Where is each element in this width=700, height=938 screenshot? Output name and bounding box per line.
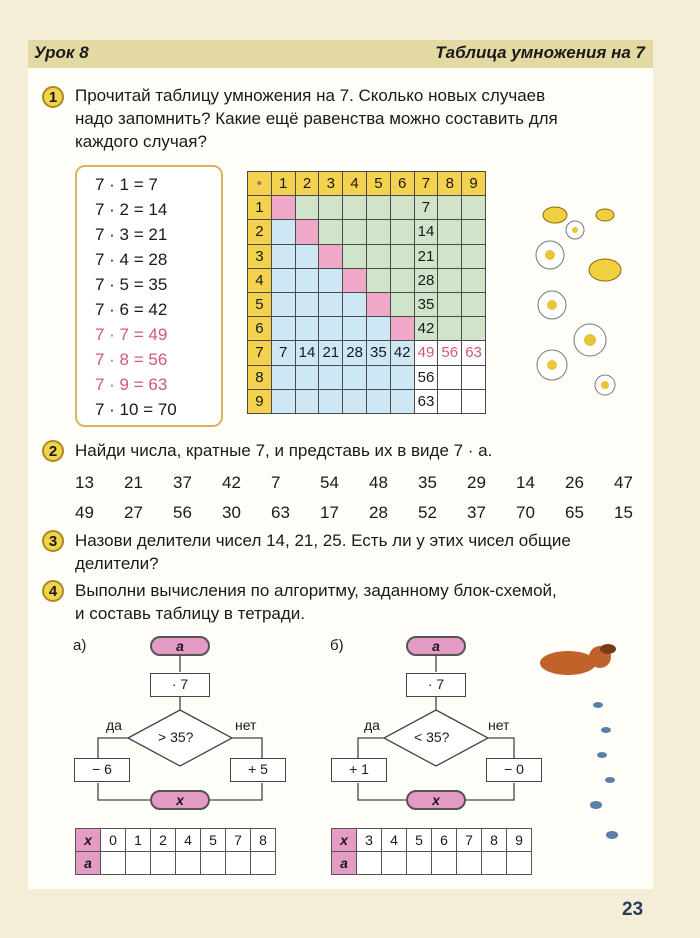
table-a-empty-cell [151, 852, 176, 875]
grid-cell [319, 220, 343, 244]
equation: 7 · 1 = 7 [95, 175, 158, 194]
grid-cell: 63 [414, 389, 438, 413]
number-item: 27 [124, 503, 143, 522]
grid-corner: • [248, 172, 272, 196]
table-x-value: 7 [457, 829, 482, 852]
grid-cell [390, 292, 414, 316]
grid-cell [390, 317, 414, 341]
grid-cell [343, 196, 367, 220]
number-item: 14 [516, 473, 535, 492]
task-4-text-line2: и составь таблицу в тетради. [75, 604, 305, 623]
grid-cell [271, 268, 295, 292]
grid-cell [271, 244, 295, 268]
grid-cell: 56 [438, 341, 462, 365]
flowchart-a-end: x [150, 790, 210, 810]
grid-cell: 42 [414, 317, 438, 341]
table-a-empty-cell [382, 852, 407, 875]
grid-cell [343, 365, 367, 389]
page-number: 23 [622, 899, 644, 920]
task-3-number: 3 [42, 530, 64, 552]
grid-cell [390, 244, 414, 268]
table-x-value: 8 [251, 829, 276, 852]
grid-cell: 28 [414, 268, 438, 292]
grid-cell [366, 389, 390, 413]
grid-cell [343, 317, 367, 341]
number-item: 28 [369, 503, 388, 522]
number-item: 63 [271, 503, 290, 522]
table-a-empty-cell [457, 852, 482, 875]
lesson-topic: Таблица умножения на 7 [435, 43, 645, 62]
grid-cell: 42 [390, 341, 414, 365]
grid-cell [438, 196, 462, 220]
table-x-value: 5 [407, 829, 432, 852]
grid-cell [438, 317, 462, 341]
table-x-value: 1 [126, 829, 151, 852]
table-x-value: 2 [151, 829, 176, 852]
flowchart-b-no: нет [488, 717, 510, 733]
task-1-text-line2: надо запомнить? Какие ещё равенства можно составить для [75, 109, 558, 128]
flowchart-a-condition: > 35? [158, 729, 194, 745]
grid-cell [366, 220, 390, 244]
task-2-number: 2 [42, 440, 64, 462]
multiplication-table [247, 171, 486, 414]
grid-col-header: 6 [390, 172, 414, 196]
grid-cell: 35 [366, 341, 390, 365]
grid-cell [319, 365, 343, 389]
number-item: 26 [565, 473, 584, 492]
grid-cell [366, 365, 390, 389]
grid-cell [462, 389, 486, 413]
grid-row-header: 2 [248, 220, 272, 244]
grid-cell [366, 317, 390, 341]
grid-row-header: 6 [248, 317, 272, 341]
lesson-number: Урок 8 [34, 43, 89, 62]
grid-row-header: 5 [248, 292, 272, 316]
grid-cell [462, 292, 486, 316]
number-item: 70 [516, 503, 535, 522]
flowers-illustration [530, 200, 640, 410]
grid-cell [295, 389, 319, 413]
grid-row-header: 1 [248, 196, 272, 220]
flowchart-a-table [75, 828, 276, 875]
equation: 7 · 2 = 14 [95, 200, 168, 219]
grid-cell [438, 292, 462, 316]
table-a-empty-cell [201, 852, 226, 875]
grid-cell [438, 365, 462, 389]
flowchart-b-label: б) [330, 637, 344, 654]
number-item: 13 [75, 473, 94, 492]
number-item: 30 [222, 503, 241, 522]
grid-cell [271, 220, 295, 244]
number-item: 17 [320, 503, 339, 522]
grid-cell: 28 [343, 341, 367, 365]
equation-new: 7 · 9 = 63 [95, 375, 168, 394]
lesson-header [28, 40, 653, 68]
number-item: 52 [418, 503, 437, 522]
grid-col-header: 7 [414, 172, 438, 196]
task-4-text-line1: Выполни вычисления по алгоритму, заданному блок-схемой, [75, 581, 557, 600]
number-item: 49 [75, 503, 94, 522]
equations-box [75, 165, 223, 427]
flowchart-b-yes-op: + 1 [331, 758, 387, 782]
grid-col-header: 9 [462, 172, 486, 196]
grid-cell [271, 292, 295, 316]
task-1-text-line1: Прочитай таблицу умножения на 7. Сколько новых случаев [75, 86, 546, 105]
number-item: 42 [222, 473, 241, 492]
flowchart-b-table [331, 828, 532, 875]
grid-cell [438, 244, 462, 268]
task-1-number: 1 [42, 86, 64, 108]
table-a-empty-cell [432, 852, 457, 875]
number-item: 48 [369, 473, 388, 492]
flowchart-a-no-op: + 5 [230, 758, 286, 782]
grid-cell [390, 268, 414, 292]
grid-cell [462, 220, 486, 244]
flowchart-a-start: a [150, 636, 210, 656]
flowchart-b-no-op: − 0 [486, 758, 542, 782]
grid-cell [462, 196, 486, 220]
number-item: 15 [614, 503, 633, 522]
grid-cell [343, 268, 367, 292]
flowchart-b-yes: да [364, 717, 380, 733]
grid-cell [366, 196, 390, 220]
grid-cell [295, 365, 319, 389]
table-a-empty-cell [407, 852, 432, 875]
grid-cell [438, 220, 462, 244]
equation: 7 · 4 = 28 [95, 250, 168, 269]
table-x-value: 4 [176, 829, 201, 852]
table-x-header: x [332, 829, 357, 852]
table-x-value: 6 [432, 829, 457, 852]
grid-cell [295, 317, 319, 341]
number-item: 21 [124, 473, 143, 492]
grid-col-header: 8 [438, 172, 462, 196]
grid-cell: 21 [319, 341, 343, 365]
grid-cell [271, 389, 295, 413]
grid-cell [343, 244, 367, 268]
grid-cell: 35 [414, 292, 438, 316]
flowchart-a-no: нет [235, 717, 257, 733]
table-a-header: a [332, 852, 357, 875]
grid-cell [438, 389, 462, 413]
number-item: 37 [173, 473, 192, 492]
table-x-value: 5 [201, 829, 226, 852]
table-a-empty-cell [357, 852, 382, 875]
grid-row-header: 8 [248, 365, 272, 389]
number-item: 54 [320, 473, 339, 492]
task-2-text: Найди числа, кратные 7, и представь их в виде 7 · a. [75, 441, 493, 460]
grid-cell: 56 [414, 365, 438, 389]
flowchart-b-multiply: · 7 [406, 673, 466, 697]
task-1-text-line3: каждого случая? [75, 132, 207, 151]
task-3-text-line2: делители? [75, 554, 159, 573]
number-item: 56 [173, 503, 192, 522]
grid-cell: 7 [414, 196, 438, 220]
grid-cell [390, 220, 414, 244]
table-a-empty-cell [176, 852, 201, 875]
grid-cell [390, 389, 414, 413]
grid-cell [295, 268, 319, 292]
grid-cell [319, 268, 343, 292]
table-a-empty-cell [101, 852, 126, 875]
equation: 7 · 10 = 70 [95, 400, 177, 419]
number-item: 35 [418, 473, 437, 492]
table-x-value: 4 [382, 829, 407, 852]
number-item: 65 [565, 503, 584, 522]
grid-cell [343, 292, 367, 316]
equation: 7 · 3 = 21 [95, 225, 168, 244]
flowchart-a-label: а) [73, 637, 87, 654]
grid-cell: 14 [295, 341, 319, 365]
grid-cell: 7 [271, 341, 295, 365]
flowchart-b-start: a [406, 636, 466, 656]
grid-cell: 21 [414, 244, 438, 268]
table-a-empty-cell [482, 852, 507, 875]
grid-col-header: 5 [366, 172, 390, 196]
equation: 7 · 6 = 42 [95, 300, 168, 319]
grid-col-header: 2 [295, 172, 319, 196]
flowchart-a-yes: да [106, 717, 122, 733]
grid-cell: 63 [462, 341, 486, 365]
table-x-header: x [76, 829, 101, 852]
grid-cell [271, 365, 295, 389]
table-a-empty-cell [126, 852, 151, 875]
grid-cell [462, 317, 486, 341]
grid-cell [295, 292, 319, 316]
dog-illustration [528, 635, 638, 865]
grid-cell [319, 317, 343, 341]
flowchart-b-condition: < 35? [414, 729, 450, 745]
grid-cell [319, 389, 343, 413]
number-item: 29 [467, 473, 486, 492]
table-x-value: 9 [507, 829, 532, 852]
grid-row-header: 3 [248, 244, 272, 268]
task-4-number: 4 [42, 580, 64, 602]
flowchart-b-end: x [406, 790, 466, 810]
grid-cell [295, 220, 319, 244]
grid-cell: 14 [414, 220, 438, 244]
grid-cell [271, 317, 295, 341]
grid-cell [295, 196, 319, 220]
grid-cell [271, 196, 295, 220]
grid-row-header: 4 [248, 268, 272, 292]
table-a-empty-cell [251, 852, 276, 875]
table-x-value: 8 [482, 829, 507, 852]
grid-cell [366, 268, 390, 292]
table-a-header: a [76, 852, 101, 875]
equation: 7 · 5 = 35 [95, 275, 168, 294]
equation-new: 7 · 8 = 56 [95, 350, 168, 369]
grid-cell [319, 244, 343, 268]
grid-col-header: 4 [343, 172, 367, 196]
grid-cell [343, 220, 367, 244]
grid-cell [343, 389, 367, 413]
flowchart-a-multiply: · 7 [150, 673, 210, 697]
grid-cell [390, 196, 414, 220]
grid-cell [366, 244, 390, 268]
grid-cell [319, 196, 343, 220]
equation-new: 7 · 7 = 49 [95, 325, 168, 344]
grid-cell [295, 244, 319, 268]
number-item: 37 [467, 503, 486, 522]
table-x-value: 7 [226, 829, 251, 852]
grid-cell [366, 292, 390, 316]
flowchart-a-yes-op: − 6 [74, 758, 130, 782]
grid-cell [462, 365, 486, 389]
table-a-empty-cell [226, 852, 251, 875]
grid-col-header: 1 [271, 172, 295, 196]
number-item: 47 [614, 473, 633, 492]
table-x-value: 3 [357, 829, 382, 852]
number-item: 7 [271, 473, 281, 492]
grid-row-header: 7 [248, 341, 272, 365]
grid-cell [390, 365, 414, 389]
grid-row-header: 9 [248, 389, 272, 413]
grid-cell [462, 268, 486, 292]
task-3-text-line1: Назови делители чисел 14, 21, 25. Есть ли у этих чисел общие [75, 531, 571, 550]
table-x-value: 0 [101, 829, 126, 852]
grid-cell [319, 292, 343, 316]
grid-cell: 49 [414, 341, 438, 365]
grid-col-header: 3 [319, 172, 343, 196]
grid-cell [438, 268, 462, 292]
grid-cell [462, 244, 486, 268]
